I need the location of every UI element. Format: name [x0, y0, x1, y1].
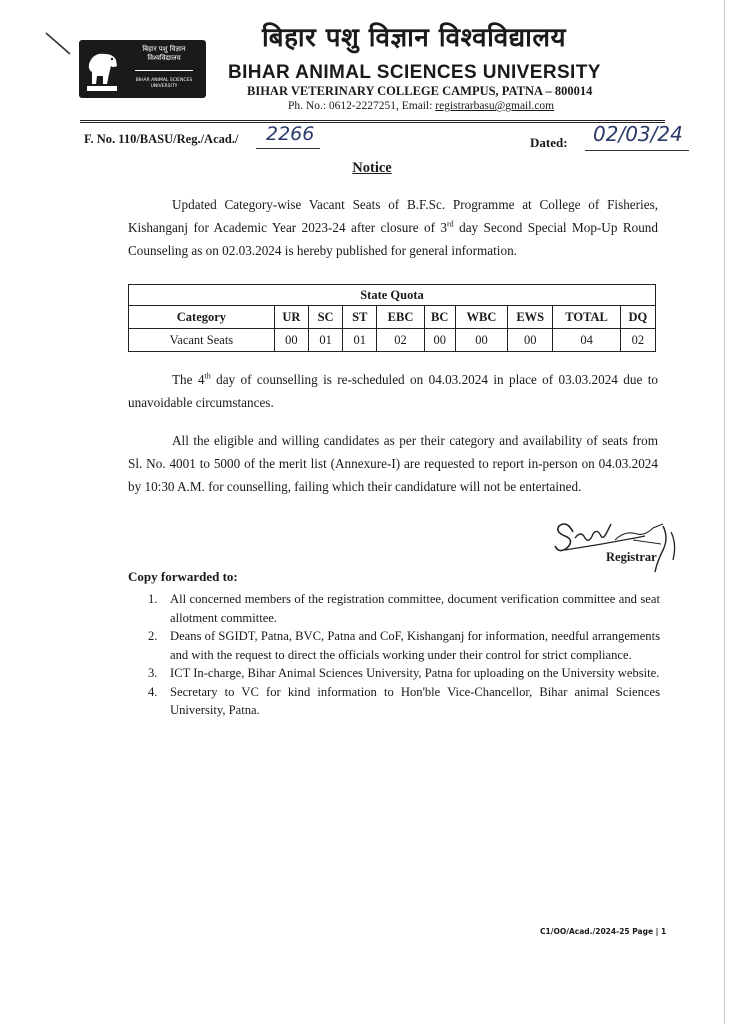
table-cell: 00 [455, 329, 507, 352]
table-header-cell: WBC [455, 306, 507, 329]
table-cell: 00 [424, 329, 455, 352]
table-header-cell: BC [424, 306, 455, 329]
logo-divider [135, 70, 193, 71]
table-header-cell: UR [274, 306, 308, 329]
university-logo [79, 40, 206, 98]
list-item: 4. Secretary to VC for kind information to Hon'ble Vice-Chancellor, Bihar animal Sciences University, Patna. [148, 684, 660, 717]
logo-english-text: BIHAR ANIMAL SCIENCES UNIVERSITY [135, 78, 193, 89]
contact-phone: Ph. No.: 0612-2227251, Email: [288, 100, 436, 112]
university-name-hindi: बिहार पशु विज्ञान विश्वविद्यालय [262, 23, 567, 53]
registrar-signature-icon [545, 510, 715, 580]
contact-email: registrarbasu@gmail.com [435, 100, 555, 112]
vacant-seats-table [128, 284, 656, 352]
table-row [129, 329, 656, 352]
list-item: 1. All concerned members of the registration committee, document verification committee and seat allotment committee. [148, 592, 660, 625]
table-header-row [129, 306, 656, 329]
table-header-category: Category [129, 306, 275, 329]
file-number-underline [256, 148, 320, 149]
bull-emblem-icon [83, 44, 121, 94]
table-cell: 01 [343, 329, 377, 352]
candidates-line-3: by 10:30 A.M. for counselling, failing which their candidature will not be entertained. [128, 479, 582, 494]
intro-line-3: Counseling as on 02.03.2024 is hereby published for general information. [128, 243, 517, 258]
table-cell: 02 [620, 329, 655, 352]
table-header-cell: DQ [620, 306, 655, 329]
table-cell: 00 [274, 329, 308, 352]
dated-underline [585, 150, 689, 151]
notice-title: Notice [352, 160, 392, 176]
candidates-paragraph [128, 429, 658, 498]
pen-stroke-mark [44, 30, 74, 58]
university-name-english: BIHAR ANIMAL SCIENCES UNIVERSITY [228, 62, 601, 83]
dated-label: Dated: [530, 135, 568, 150]
table-title: State Quota [129, 285, 656, 306]
copy-forwarded-heading: Copy forwarded to: [128, 569, 238, 584]
table-cell: 01 [309, 329, 343, 352]
table-header-cell: EWS [508, 306, 553, 329]
header-rule-double [80, 122, 665, 123]
header-rule [80, 120, 665, 121]
candidates-line-2: Sl. No. 4001 to 5000 of the merit list (Annexure-I) are requested to report in-person on 04.03.2024 [128, 456, 658, 471]
table-cell: 02 [377, 329, 424, 352]
table-header-cell: EBC [377, 306, 424, 329]
campus-address: BIHAR VETERINARY COLLEGE CAMPUS, PATNA – 800014 [247, 84, 593, 98]
table-header-cell: ST [343, 306, 377, 329]
table-cell: 04 [553, 329, 620, 352]
intro-line-1: Updated Category-wise Vacant Seats of B.F.Sc. Programme at College of Fisheries, [172, 197, 658, 212]
reschedule-line-1: The 4th day of counselling is re-scheduled on 04.03.2024 in place of 03.03.2024 due to [172, 371, 658, 387]
reschedule-paragraph [128, 368, 658, 414]
table-header-cell: TOTAL [553, 306, 620, 329]
copy-forwarded-list [140, 590, 660, 720]
registrar-title: Registrar [606, 550, 657, 564]
intro-line-2: Kishanganj for Academic Year 2023-24 after closure of 3rd day Second Special Mop-Up Round [128, 219, 658, 235]
table-cell: 00 [508, 329, 553, 352]
file-number-handwritten: 2266 [266, 123, 315, 145]
logo-hindi-text: बिहार पशु विज्ञान विश्वविद्यालय [142, 45, 186, 62]
page-edge [724, 0, 725, 1024]
file-number-label: F. No. 110/BASU/Reg./Acad./ [84, 132, 239, 146]
dated-handwritten: 02/03/24 [593, 122, 683, 146]
page-reference-footer: C1/OO/Acad./2024-25 Page | 1 [540, 927, 667, 936]
reschedule-line-2: unavoidable circumstances. [128, 395, 274, 410]
list-item: 3. ICT In-charge, Bihar Animal Sciences University, Patna for uploading on the University website. [148, 666, 660, 680]
table-header-cell: SC [309, 306, 343, 329]
intro-paragraph [128, 193, 658, 262]
candidates-line-1: All the eligible and willing candidates as per their category and availability of seats from [172, 433, 658, 448]
list-item: 2. Deans of SGIDT, Patna, BVC, Patna and CoF, Kishanganj for information, needful arrangements and with the request to direct the officials working under their control for strict compliance. [148, 629, 660, 662]
table-row-label: Vacant Seats [129, 329, 275, 352]
contact-line [288, 100, 554, 112]
